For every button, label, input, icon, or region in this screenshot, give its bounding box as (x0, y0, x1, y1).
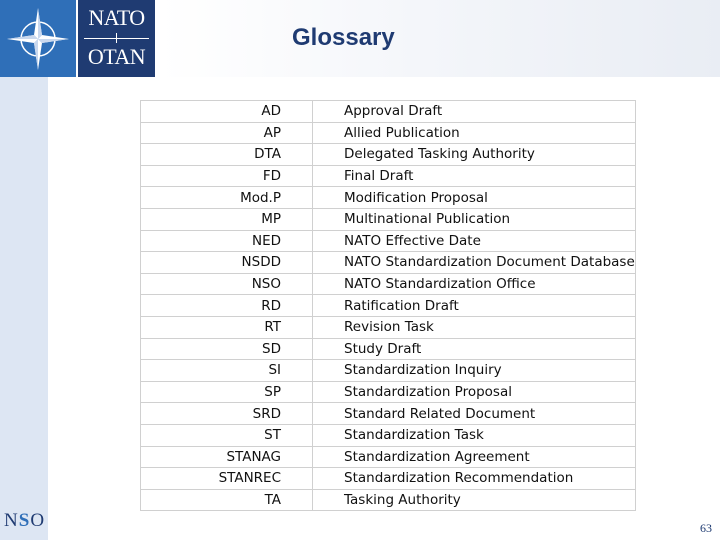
table-row (141, 360, 636, 382)
table-row (141, 338, 636, 360)
abbreviation-cell: Mod.P (141, 187, 313, 209)
definition-cell: Allied Publication (313, 122, 636, 144)
nato-otan-wordmark (78, 0, 155, 77)
definition-cell: Standard Related Document (313, 403, 636, 425)
abbreviation-cell: FD (141, 165, 313, 187)
definition-cell: Standardization Recommendation (313, 468, 636, 490)
left-side-band (0, 0, 48, 540)
table-row (141, 403, 636, 425)
page-number: 63 (700, 521, 712, 535)
abbreviation-cell: NED (141, 230, 313, 252)
abbreviation-cell: DTA (141, 144, 313, 166)
definition-cell: Standardization Inquiry (313, 360, 636, 382)
table-row (141, 187, 636, 209)
logo-text-nato: NATO (88, 5, 145, 30)
compass-rose-icon (0, 0, 76, 77)
definition-cell: Standardization Task (313, 424, 636, 446)
table-row (141, 381, 636, 403)
table-row (141, 101, 636, 123)
definition-cell: Delegated Tasking Authority (313, 144, 636, 166)
abbreviation-cell: MP (141, 208, 313, 230)
abbreviation-cell: ST (141, 424, 313, 446)
table-row (141, 208, 636, 230)
logo-text-otan: OTAN (87, 44, 146, 69)
abbreviation-cell: TA (141, 489, 313, 511)
nso-logo: NSO (4, 510, 46, 531)
table-row (141, 446, 636, 468)
definition-cell: NATO Standardization Office (313, 273, 636, 295)
abbreviation-cell: STANAG (141, 446, 313, 468)
definition-cell: Revision Task (313, 316, 636, 338)
abbreviation-cell: AP (141, 122, 313, 144)
definition-cell: Standardization Agreement (313, 446, 636, 468)
table-row (141, 144, 636, 166)
glossary-table (140, 100, 636, 511)
page-title: Glossary (292, 24, 395, 51)
abbreviation-cell: NSDD (141, 252, 313, 274)
abbreviation-cell: NSO (141, 273, 313, 295)
abbreviation-cell: SD (141, 338, 313, 360)
abbreviation-cell: AD (141, 101, 313, 123)
abbreviation-cell: RD (141, 295, 313, 317)
table-row (141, 424, 636, 446)
abbreviation-cell: STANREC (141, 468, 313, 490)
table-row (141, 489, 636, 511)
definition-cell: Ratification Draft (313, 295, 636, 317)
table-row (141, 316, 636, 338)
definition-cell: NATO Standardization Document Database (313, 252, 636, 274)
abbreviation-cell: SRD (141, 403, 313, 425)
table-row (141, 165, 636, 187)
nato-compass-logo (0, 0, 76, 77)
table-row (141, 122, 636, 144)
abbreviation-cell: SI (141, 360, 313, 382)
definition-cell: Multinational Publication (313, 208, 636, 230)
definition-cell: NATO Effective Date (313, 230, 636, 252)
definition-cell: Standardization Proposal (313, 381, 636, 403)
table-row (141, 252, 636, 274)
table-row (141, 295, 636, 317)
abbreviation-cell: RT (141, 316, 313, 338)
table-row (141, 230, 636, 252)
definition-cell: Final Draft (313, 165, 636, 187)
definition-cell: Modification Proposal (313, 187, 636, 209)
table-row (141, 273, 636, 295)
definition-cell: Tasking Authority (313, 489, 636, 511)
table-row (141, 468, 636, 490)
abbreviation-cell: SP (141, 381, 313, 403)
definition-cell: Study Draft (313, 338, 636, 360)
definition-cell: Approval Draft (313, 101, 636, 123)
